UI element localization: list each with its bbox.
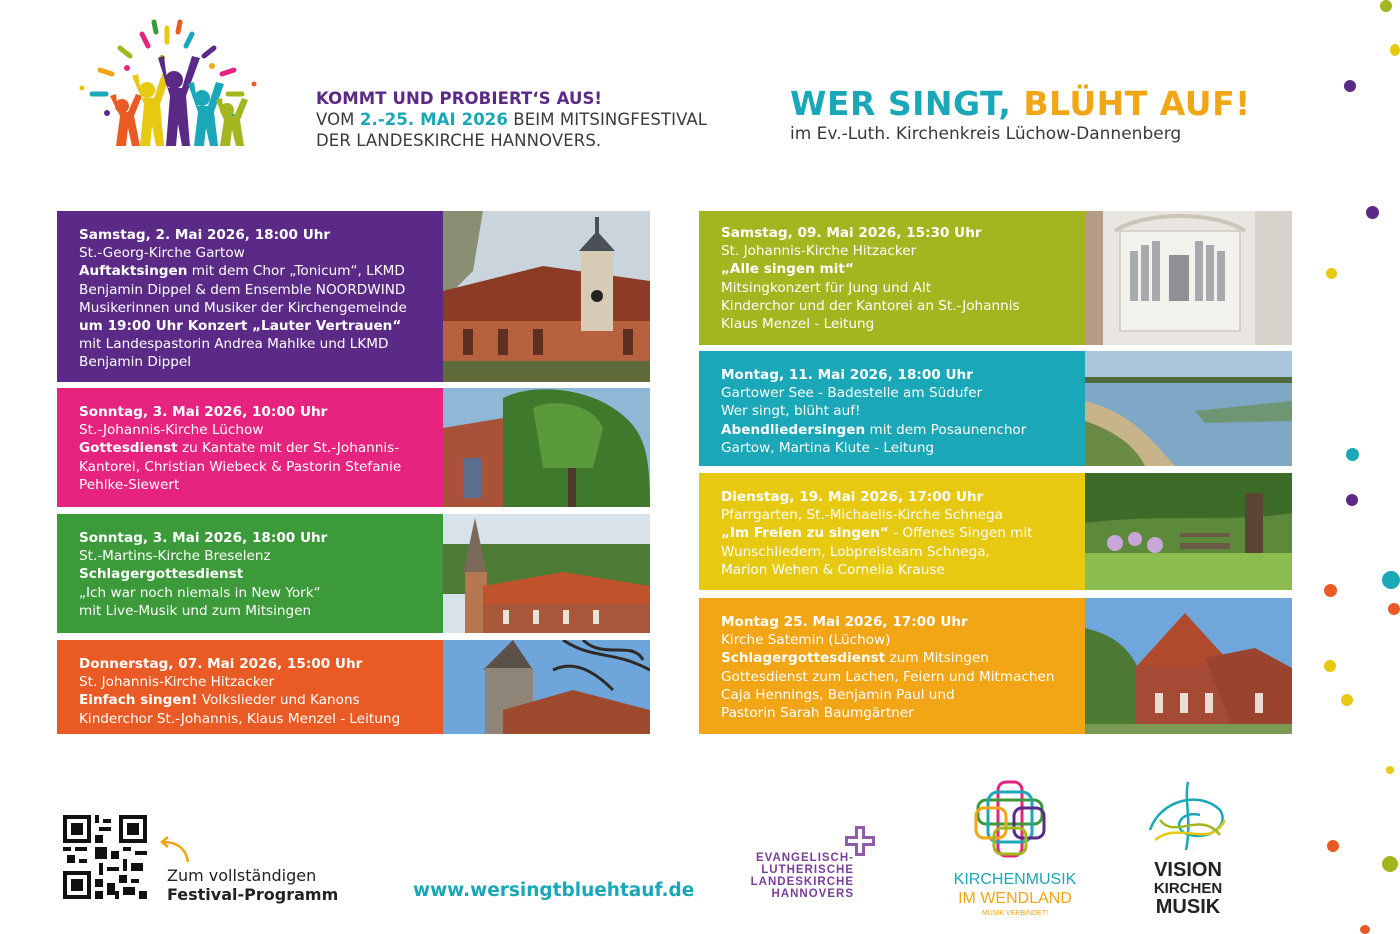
event-text bbox=[57, 388, 443, 507]
event-date: Montag 25. Mai 2026, 17:00 Uhr bbox=[721, 614, 968, 630]
landeskirche-line2: LUTHERISCHE bbox=[761, 864, 854, 876]
event-line: Pehlke-Siewert bbox=[79, 476, 180, 493]
confetti-dot bbox=[1346, 448, 1359, 461]
event-line: Wunschliedern, Lobpreisteam Schnega, bbox=[721, 543, 990, 560]
tagline-post: BEIM MITSINGFESTIVAL bbox=[507, 110, 708, 129]
tagline-dates: 2.-25. MAI 2026 bbox=[359, 110, 508, 129]
event-line: Mitsingkonzert für Jung und Alt bbox=[721, 279, 932, 296]
garden-photo bbox=[1085, 473, 1292, 590]
event-line: Musikerinnen und Musiker der Kirchengemeinde bbox=[79, 299, 407, 316]
event-highlight: „Im Freien zu singen“ bbox=[721, 525, 889, 542]
landeskirche-line3: LANDESKIRCHE bbox=[750, 876, 854, 888]
page-title bbox=[790, 84, 1251, 124]
curved-arrow-icon bbox=[158, 836, 194, 864]
confetti-dot bbox=[1366, 206, 1379, 219]
event-line bbox=[79, 439, 443, 457]
event-card-4 bbox=[57, 640, 650, 734]
landeskirche-line4: HANNOVERS bbox=[771, 888, 854, 900]
confetti-dot bbox=[1388, 603, 1400, 615]
confetti-dot bbox=[1346, 494, 1358, 506]
confetti-dot bbox=[1324, 584, 1337, 597]
event-line bbox=[79, 262, 443, 280]
event-text bbox=[57, 640, 443, 734]
event-date: Montag, 11. Mai 2026, 18:00 Uhr bbox=[721, 367, 973, 383]
event-line: um 19:00 Uhr Konzert „Lauter Vertrauen“ bbox=[79, 318, 402, 335]
event-line: Wer singt, blüht auf! bbox=[721, 403, 861, 420]
event-line: Kinderchor und der Kantorei an St.-Johannis bbox=[721, 297, 1020, 314]
event-text bbox=[57, 211, 443, 382]
landeskirche-logo bbox=[742, 820, 887, 900]
kirchenmusik-line1: KIRCHENMUSIK bbox=[953, 871, 1077, 888]
event-date: Samstag, 09. Mai 2026, 15:30 Uhr bbox=[721, 225, 982, 241]
event-line: Kinderchor St.-Johannis, Klaus Menzel - Leitung bbox=[79, 710, 401, 727]
event-line: Kantorei, Christian Wiebeck & Pastorin Stefanie bbox=[79, 458, 402, 475]
event-place: Kirche Satemin (Lüchow) bbox=[721, 632, 891, 649]
church-satemin-photo bbox=[1085, 598, 1292, 734]
event-text bbox=[699, 211, 1085, 345]
event-card-8 bbox=[699, 598, 1292, 734]
event-place: St.-Martins-Kirche Breselenz bbox=[79, 548, 271, 565]
event-line bbox=[721, 421, 1085, 439]
confetti-dot bbox=[1382, 571, 1400, 589]
kirchenmusik-line2: IM WENDLAND bbox=[958, 890, 1072, 907]
event-card-5 bbox=[699, 211, 1292, 345]
program-link-line2: Festival-Programm bbox=[167, 885, 339, 904]
event-text-part: - Offenes Singen mit bbox=[888, 525, 1033, 542]
event-date: Dienstag, 19. Mai 2026, 17:00 Uhr bbox=[721, 489, 984, 505]
vision-line3: MUSIK bbox=[1155, 896, 1221, 918]
vision-kirchenmusik-logo bbox=[1140, 780, 1235, 920]
event-line bbox=[721, 649, 1085, 667]
event-line: „Ich war noch niemals in New York“ bbox=[79, 584, 321, 601]
event-card-6 bbox=[699, 351, 1292, 466]
lake-photo bbox=[1085, 351, 1292, 466]
event-line: Klaus Menzel - Leitung bbox=[721, 316, 875, 333]
event-date: Donnerstag, 07. Mai 2026, 15:00 Uhr bbox=[79, 656, 363, 672]
landeskirche-line1: EVANGELISCH- bbox=[755, 852, 854, 864]
vision-line2: KIRCHEN bbox=[1153, 880, 1223, 897]
event-highlight: Abendliedersingen bbox=[721, 421, 866, 438]
event-line: „Alle singen mit“ bbox=[721, 261, 854, 278]
event-line: Gottesdienst zum Lachen, Feiern und Mitmachen bbox=[721, 668, 1055, 685]
confetti-dot bbox=[1326, 268, 1337, 279]
event-card-7 bbox=[699, 473, 1292, 590]
website-link[interactable]: www.wersingtbluehtauf.de bbox=[413, 880, 695, 901]
qr-code[interactable] bbox=[63, 815, 147, 899]
event-line bbox=[721, 524, 1085, 542]
church-luechow-photo bbox=[443, 388, 650, 507]
event-place: St. Johannis-Kirche Hitzacker bbox=[79, 674, 275, 691]
event-text bbox=[699, 351, 1085, 466]
event-line: Pastorin Sarah Baumgärtner bbox=[721, 705, 914, 722]
confetti-dot bbox=[1382, 856, 1398, 872]
program-link-line1: Zum vollständigen bbox=[167, 866, 317, 885]
event-line: Schlagergottesdienst bbox=[79, 566, 244, 583]
event-line: mit Live-Musik und zum Mitsingen bbox=[79, 602, 312, 619]
event-place: St.-Johannis-Kirche Lüchow bbox=[79, 422, 264, 439]
event-line bbox=[79, 691, 443, 709]
tagline bbox=[316, 88, 707, 151]
event-line: Marion Wehen & Cornelia Krause bbox=[721, 561, 945, 578]
event-text bbox=[699, 473, 1085, 590]
tagline-pre: VOM bbox=[316, 110, 360, 129]
event-text-part: zu Kantate mit der St.-Johannis- bbox=[177, 440, 400, 457]
confetti-dot bbox=[1380, 0, 1392, 12]
organ-photo bbox=[1085, 211, 1292, 345]
confetti-dot bbox=[1390, 44, 1400, 56]
festival-logo bbox=[62, 18, 272, 153]
event-text bbox=[57, 514, 443, 633]
event-line: Caja Hennings, Benjamin Paul und bbox=[721, 686, 955, 703]
title-part1: WER SINGT, bbox=[790, 84, 1024, 123]
event-date: Samstag, 2. Mai 2026, 18:00 Uhr bbox=[79, 227, 331, 243]
confetti-dot bbox=[1344, 80, 1356, 92]
tagline-line3: DER LANDESKIRCHE HANNOVERS. bbox=[316, 131, 602, 150]
page-subtitle: im Ev.-Luth. Kirchenkreis Lüchow-Dannenberg bbox=[790, 124, 1182, 144]
event-card-1 bbox=[57, 211, 650, 382]
event-place: Pfarrgarten, St.-Michaelis-Kirche Schnega bbox=[721, 507, 1003, 524]
event-line: Benjamin Dippel & dem Ensemble NOORDWIND bbox=[79, 281, 406, 298]
event-highlight: Auftaktsingen bbox=[79, 263, 188, 280]
event-place: Gartower See - Badestelle am Südufer bbox=[721, 385, 983, 402]
event-highlight: Einfach singen! bbox=[79, 692, 198, 709]
vision-line1: VISION bbox=[1154, 859, 1222, 881]
event-text bbox=[699, 598, 1085, 734]
event-date: Sonntag, 3. Mai 2026, 18:00 Uhr bbox=[79, 530, 328, 546]
church-gartow-photo bbox=[443, 211, 650, 382]
confetti-dot bbox=[1360, 925, 1370, 934]
church-breselenz-photo bbox=[443, 514, 650, 633]
church-hitzacker-photo bbox=[443, 640, 650, 734]
event-text-part: zum Mitsingen bbox=[885, 650, 989, 667]
title-part2: BLÜHT AUF! bbox=[1023, 84, 1251, 123]
confetti-dot bbox=[1341, 694, 1353, 706]
event-place: St.-Georg-Kirche Gartow bbox=[79, 245, 245, 262]
event-card-2 bbox=[57, 388, 650, 507]
tagline-line1: KOMMT UND PROBIERT‘S AUS! bbox=[316, 89, 603, 108]
event-text-part: mit dem Chor „Tonicum“, LKMD bbox=[187, 263, 405, 280]
program-link-text[interactable] bbox=[167, 866, 338, 904]
event-date: Sonntag, 3. Mai 2026, 10:00 Uhr bbox=[79, 404, 328, 420]
kirchenmusik-slogan: MUSIK VERBINDET! bbox=[981, 910, 1049, 917]
confetti-dot bbox=[1327, 840, 1339, 852]
event-text-part: Volkslieder und Kanons bbox=[197, 692, 360, 709]
event-place: St. Johannis-Kirche Hitzacker bbox=[721, 243, 917, 260]
tagline-line2 bbox=[316, 109, 707, 130]
event-card-3 bbox=[57, 514, 650, 633]
event-highlight: Gottesdienst bbox=[79, 440, 178, 457]
event-line: Benjamin Dippel bbox=[79, 354, 192, 371]
event-line: mit Landespastorin Andrea Mahlke und LKMD bbox=[79, 336, 389, 353]
kirchenmusik-wendland-logo bbox=[950, 778, 1080, 918]
confetti-dot bbox=[1386, 766, 1394, 774]
confetti-dot bbox=[1324, 660, 1336, 672]
event-highlight: Schlagergottesdienst bbox=[721, 650, 886, 667]
event-text-part: mit dem Posaunenchor bbox=[865, 421, 1027, 438]
event-line: Gartow, Martina Klute - Leitung bbox=[721, 439, 935, 456]
